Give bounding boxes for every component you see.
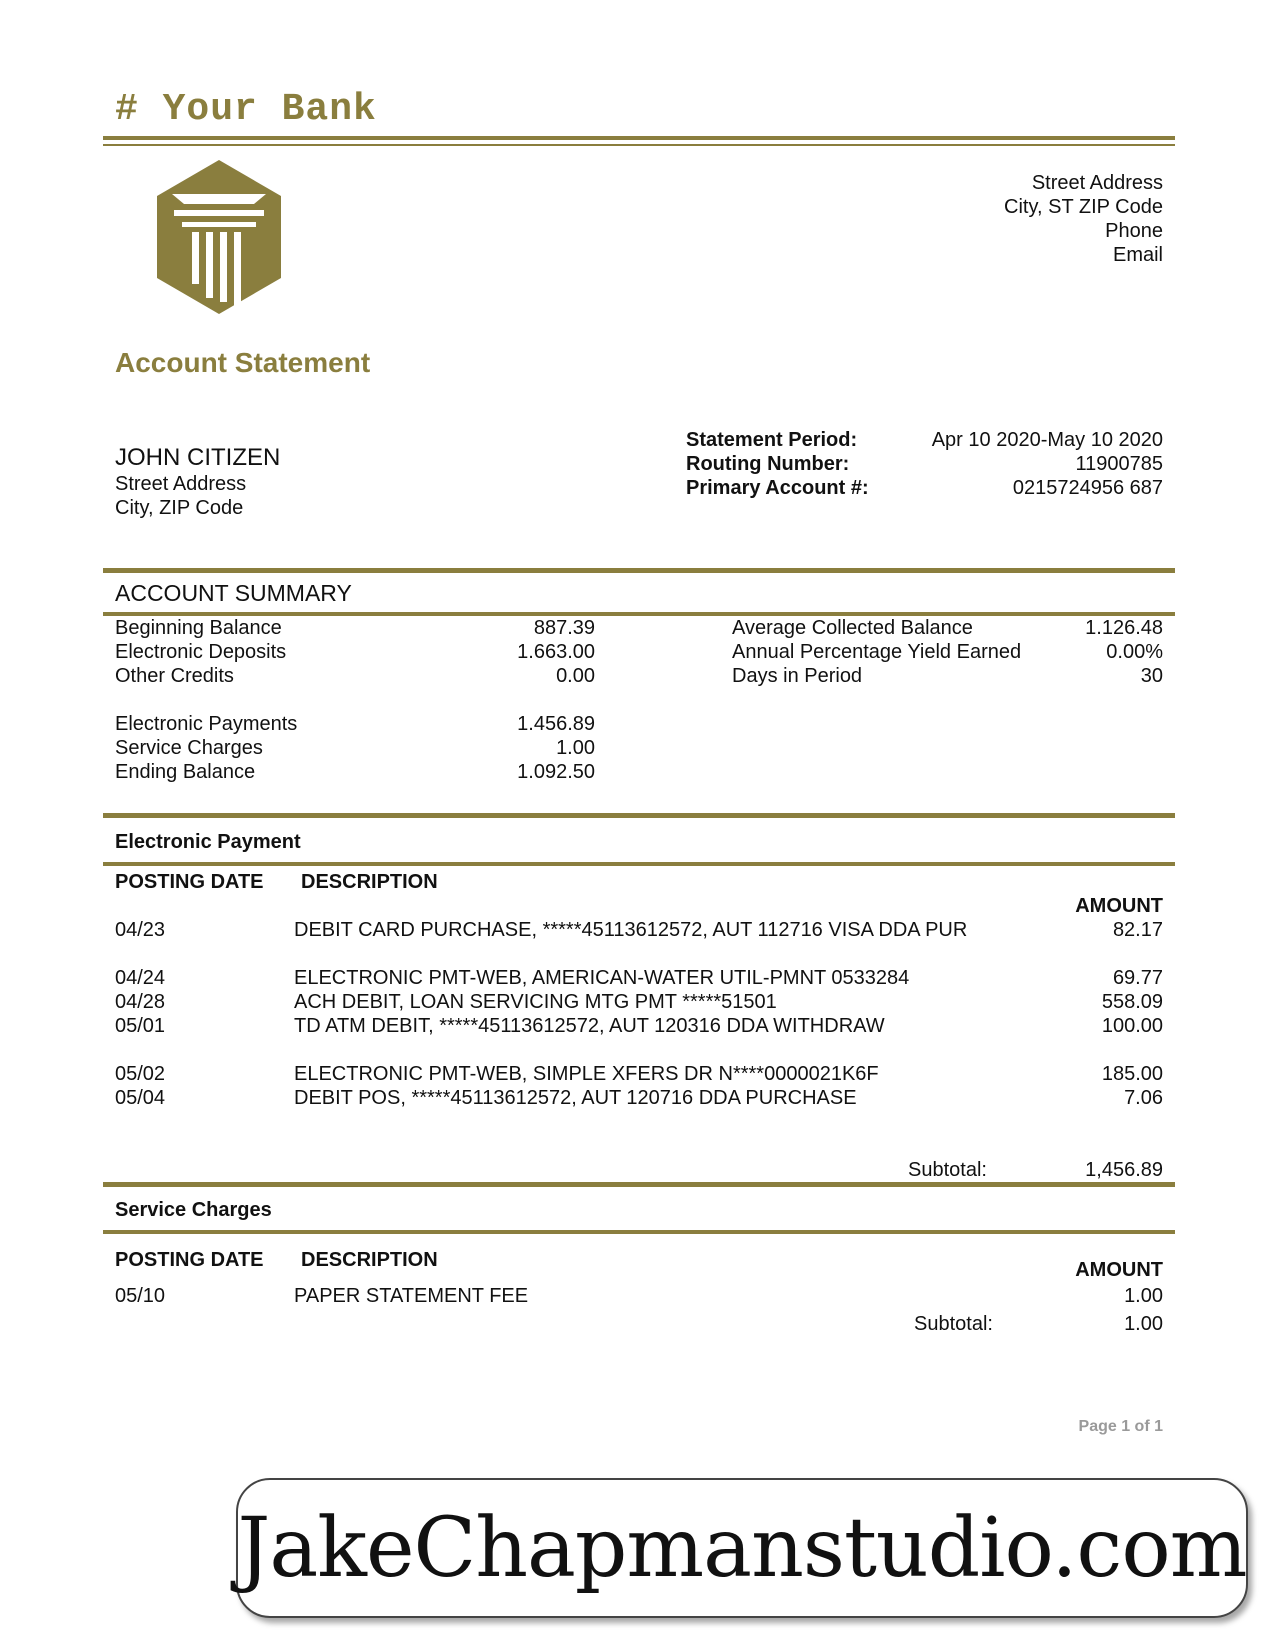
col-amount: AMOUNT: [1075, 1259, 1163, 1281]
summary-value: 30: [1140, 665, 1163, 687]
watermark-banner: JakeChapmanstudio.com: [236, 1478, 1248, 1618]
summary-value: 1.456.89: [517, 713, 595, 735]
transaction-date: 05/01: [115, 1015, 166, 1037]
summary-value: 0.00%: [1106, 641, 1163, 663]
summary-label: Beginning Balance: [115, 617, 282, 639]
electronic-payment-top-rule: [103, 813, 1175, 818]
subtotal-value: 1,456.89: [1085, 1159, 1163, 1181]
service-charges-header-rule: [103, 1230, 1175, 1234]
transaction-amount: 69.77: [1112, 967, 1163, 989]
transaction-description: DEBIT CARD PURCHASE, *****45113612572, AUT 112716 VISA DDA PUR: [294, 919, 968, 941]
summary-top-rule: [103, 568, 1175, 573]
summary-label: Electronic Deposits: [115, 641, 287, 663]
transaction-amount: 100.00: [1101, 1015, 1163, 1037]
electronic-payment-header-rule: [103, 862, 1175, 866]
transaction-description: DEBIT POS, *****45113612572, AUT 120716 DDA PURCHASE: [294, 1087, 857, 1109]
summary-value: 1.092.50: [517, 761, 595, 783]
customer-street: Street Address: [115, 473, 247, 495]
transaction-amount: 82.17: [1112, 919, 1163, 941]
transaction-date: 04/28: [115, 991, 166, 1013]
transaction-amount: 558.09: [1101, 991, 1163, 1013]
statement-period-label: Statement Period:: [686, 429, 858, 451]
summary-value: 0.00: [556, 665, 595, 687]
customer-name: JOHN CITIZEN: [115, 444, 281, 471]
statement-title: Account Statement: [115, 347, 371, 378]
routing-number-value: 11900785: [1075, 453, 1163, 475]
summary-value: 1.126.48: [1085, 617, 1163, 639]
col-posting-date: POSTING DATE: [115, 1249, 264, 1271]
bank-logo-icon: [154, 158, 284, 316]
header-rule: [103, 136, 1175, 146]
subtotal-value: 1.00: [1124, 1313, 1163, 1335]
transaction-date: 05/04: [115, 1087, 166, 1109]
transaction-date: 05/10: [115, 1285, 166, 1307]
bank-title: # Your Bank: [115, 88, 377, 131]
bank-address-line: Email: [1112, 244, 1163, 266]
service-charges-title: Service Charges: [115, 1199, 272, 1221]
transaction-amount: 7.06: [1124, 1087, 1163, 1109]
routing-number-label: Routing Number:: [686, 453, 850, 475]
summary-value: 1.663.00: [517, 641, 595, 663]
summary-value: 1.00: [556, 737, 595, 759]
transaction-date: 04/23: [115, 919, 166, 941]
summary-label: Other Credits: [115, 665, 234, 687]
service-charges-top-rule: [103, 1182, 1175, 1187]
summary-label: Annual Percentage Yield Earned: [732, 641, 1022, 663]
bank-address-line: Phone: [1105, 220, 1163, 242]
page-number: Page 1 of 1: [1078, 1418, 1163, 1435]
account-number-value: 0215724956 687: [1012, 477, 1163, 499]
summary-label: Service Charges: [115, 737, 263, 759]
transaction-description: ELECTRONIC PMT-WEB, AMERICAN-WATER UTIL-PMNT 0533284: [294, 967, 910, 989]
transaction-amount: 1.00: [1124, 1285, 1163, 1307]
summary-value: 887.39: [533, 617, 595, 639]
col-amount: AMOUNT: [1075, 895, 1163, 917]
statement-period-value: Apr 10 2020-May 10 2020: [931, 429, 1163, 451]
col-description: DESCRIPTION: [301, 871, 438, 893]
subtotal-label: Subtotal:: [914, 1313, 993, 1335]
electronic-payment-title: Electronic Payment: [115, 831, 301, 853]
col-posting-date: POSTING DATE: [115, 871, 264, 893]
summary-label: Electronic Payments: [115, 713, 298, 735]
transaction-description: ACH DEBIT, LOAN SERVICING MTG PMT *****51501: [294, 991, 777, 1013]
transaction-description: TD ATM DEBIT, *****45113612572, AUT 120316 DDA WITHDRAW: [294, 1015, 885, 1037]
account-number-label: Primary Account #:: [686, 477, 869, 499]
transaction-date: 04/24: [115, 967, 166, 989]
subtotal-label: Subtotal:: [908, 1159, 987, 1181]
transaction-description: ELECTRONIC PMT-WEB, SIMPLE XFERS DR N****0000021K6F: [294, 1063, 879, 1085]
bank-address-line: Street Address: [1031, 172, 1163, 194]
transaction-amount: 185.00: [1101, 1063, 1163, 1085]
transaction-date: 05/02: [115, 1063, 166, 1085]
bank-address: [1004, 171, 1163, 267]
summary-label: Average Collected Balance: [732, 617, 973, 639]
customer-city: City, ZIP Code: [115, 497, 244, 519]
col-description: DESCRIPTION: [301, 1249, 438, 1271]
transaction-description: PAPER STATEMENT FEE: [294, 1285, 529, 1307]
bank-address-line: City, ST ZIP Code: [1004, 196, 1163, 218]
summary-label: Ending Balance: [115, 761, 256, 783]
account-summary-title: ACCOUNT SUMMARY: [115, 580, 352, 606]
summary-header-rule: [103, 612, 1175, 616]
summary-label: Days in Period: [732, 665, 863, 687]
